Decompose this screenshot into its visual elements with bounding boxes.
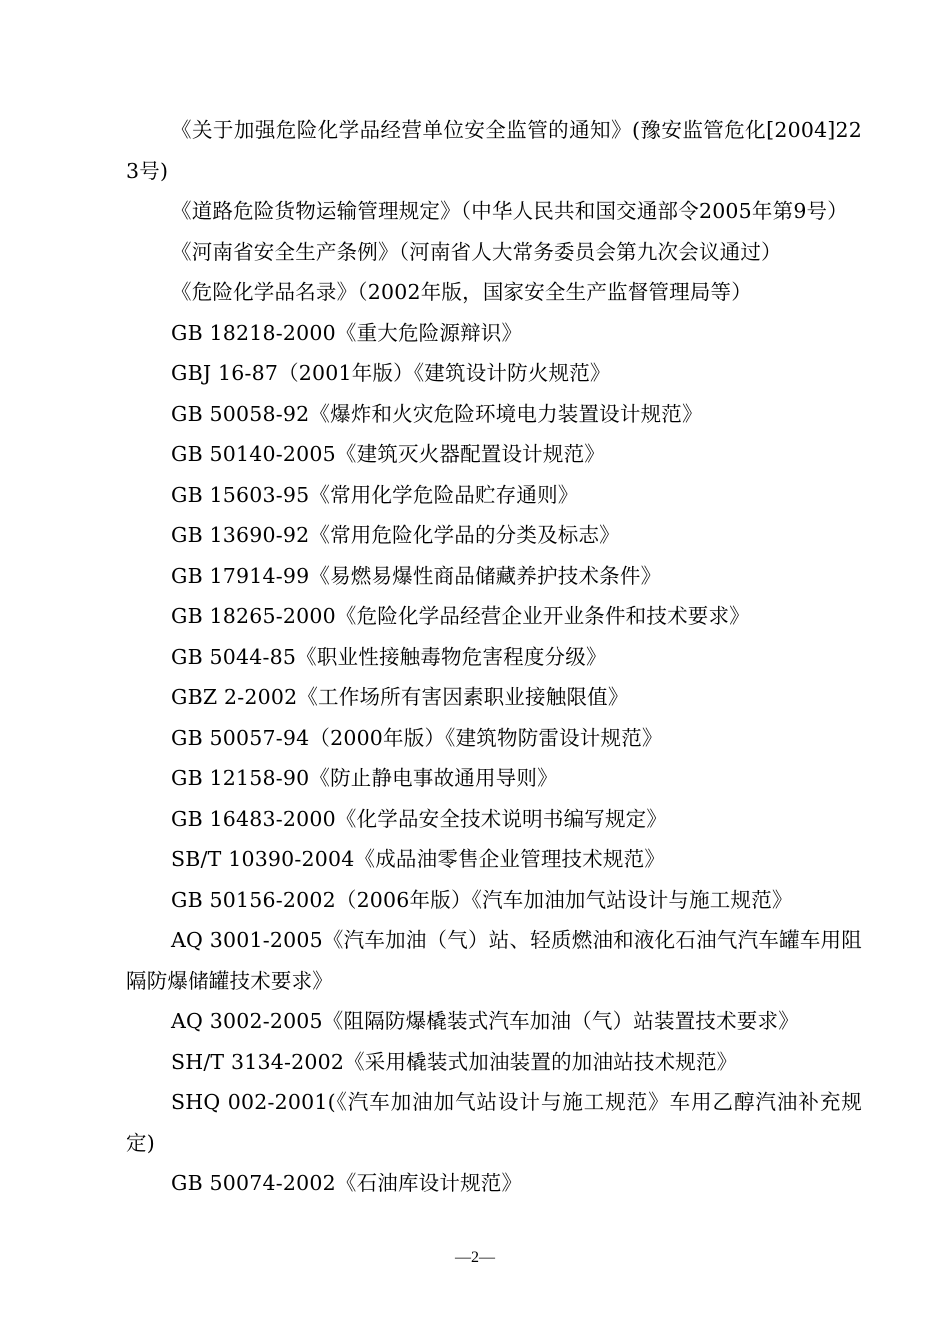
document-body — [126, 110, 862, 1204]
standard-item: GBJ 16-87（2001年版）《建筑设计防火规范》 — [171, 361, 611, 385]
standard-item: AQ 3001-2005《汽车加油（气）站、轻质燃油和液化石油气汽车罐车用阻隔防爆储罐技术要求》 — [126, 928, 862, 993]
regulation-item: 《河南省安全生产条例》（河南省人大常务委员会第九次会议通过） — [171, 239, 782, 264]
standard-item: GB 50140-2005《建筑灭火器配置设计规范》 — [171, 442, 605, 466]
standard-item: GB 18265-2000《危险化学品经营企业开业条件和技术要求》 — [171, 604, 750, 628]
standard-item: SB/T 10390-2004《成品油零售企业管理技术规范》 — [171, 847, 666, 871]
standard-item: GB 12158-90《防止静电事故通用导则》 — [171, 766, 558, 790]
standard-item: SHQ 002-2001(《汽车加油加气站设计与施工规范》车用乙醇汽油补充规定) — [126, 1090, 862, 1155]
standard-item: GB 18218-2000《重大危险源辩识》 — [171, 320, 523, 345]
standard-item: GBZ 2-2002《工作场所有害因素职业接触限值》 — [171, 685, 629, 709]
standard-item: GB 50074-2002《石油库设计规范》 — [171, 1171, 523, 1195]
standard-item: AQ 3002-2005《阻隔防爆橇装式汽车加油（气）站装置技术要求》 — [171, 1009, 799, 1033]
regulation-item: 《危险化学品名录》（2002年版，国家安全生产监督管理局等） — [171, 280, 752, 304]
regulation-item: 《关于加强危险化学品经营单位安全监管的通知》(豫安监管危化[2004]223号) — [126, 118, 862, 183]
page-number: —2— — [455, 1249, 495, 1266]
standard-item: GB 50058-92《爆炸和火灾危险环境电力装置设计规范》 — [171, 401, 703, 426]
standard-item: GB 50057-94（2000年版）《建筑物防雷设计规范》 — [171, 725, 663, 750]
standard-item: GB 5044-85《职业性接触毒物危害程度分级》 — [171, 644, 607, 669]
standard-item: GB 13690-92《常用危险化学品的分类及标志》 — [171, 523, 620, 547]
regulation-item: 《道路危险货物运输管理规定》（中华人民共和国交通部令2005年第9号） — [171, 199, 848, 223]
standard-item: GB 15603-95《常用化学危险品贮存通则》 — [171, 482, 579, 507]
standard-item: SH/T 3134-2002《采用橇装式加油装置的加油站技术规范》 — [171, 1049, 738, 1074]
standard-item: GB 17914-99《易燃易爆性商品储藏养护技术条件》 — [171, 563, 662, 588]
standard-item: GB 50156-2002（2006年版）《汽车加油加气站设计与施工规范》 — [171, 887, 793, 912]
standard-item: GB 16483-2000《化学品安全技术说明书编写规定》 — [171, 806, 668, 831]
